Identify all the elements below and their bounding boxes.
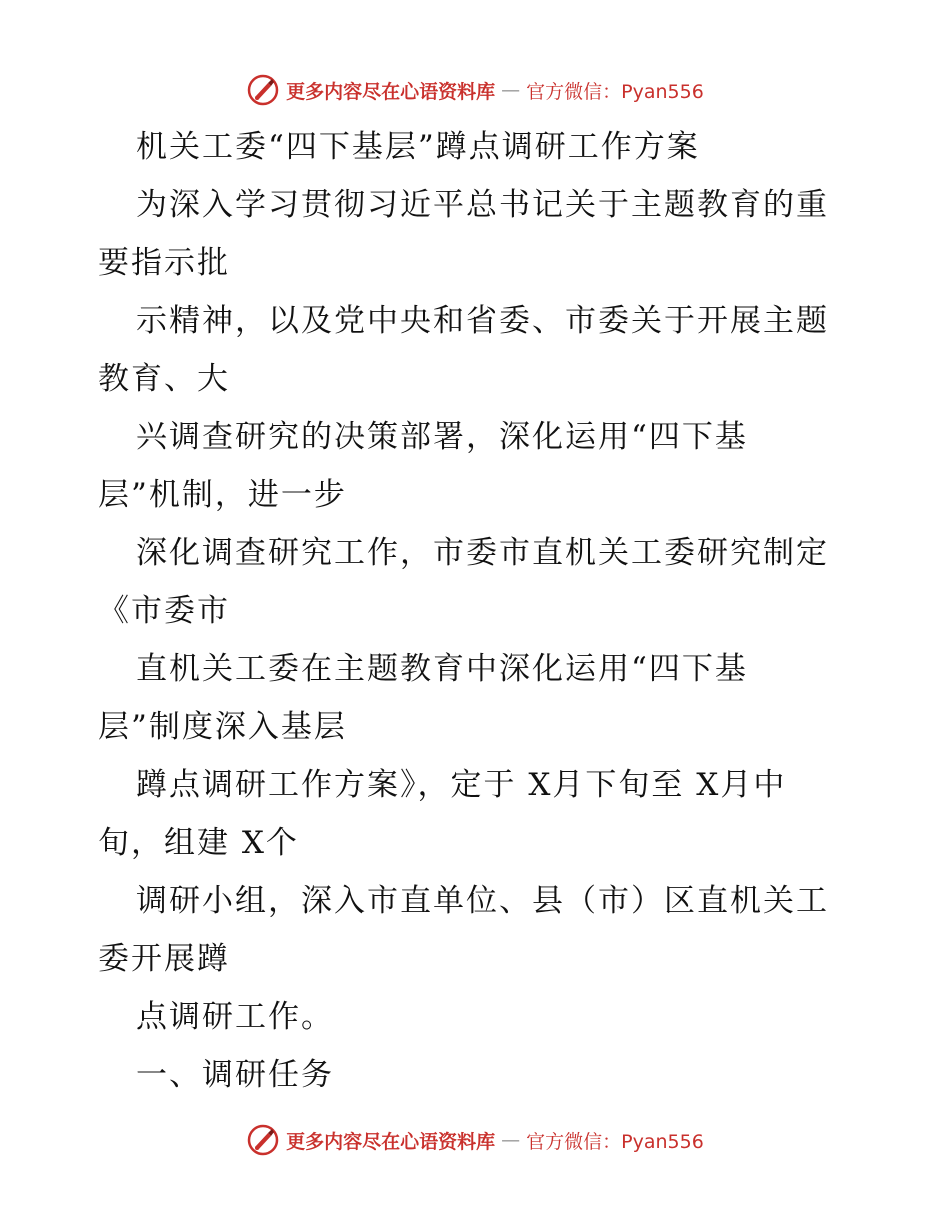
text-line: 示精神，以及党中央和省委、市委关于开展主题	[136, 303, 829, 339]
document-body	[98, 118, 858, 1104]
text-line: 《市委市	[98, 593, 230, 629]
pen-seal-icon	[246, 1123, 280, 1157]
text-line: 一、调研任务	[136, 1057, 334, 1093]
footer-watermark	[0, 1120, 950, 1160]
text-line: 为深入学习贯彻习近平总书记关于主题教育的重	[136, 187, 829, 223]
text-line: 教育、大	[98, 361, 230, 397]
document-title: 机关工委“四下基层”蹲点调研工作方案	[136, 129, 700, 165]
text-line: 层”机制，进一步	[98, 477, 347, 513]
text-line: 委开展蹲	[98, 941, 230, 977]
watermark-separator: —	[501, 1129, 521, 1151]
watermark-separator: —	[501, 79, 521, 101]
text-line: 兴调查研究的决策部署，深化运用“四下基	[136, 419, 748, 455]
watermark-text: 更多内容尽在心语资料库	[286, 80, 496, 103]
header-watermark	[0, 70, 950, 110]
watermark-account: 官方微信：Pyan556	[526, 1130, 704, 1153]
text-line: 层”制度深入基层	[98, 709, 347, 745]
text-line: 点调研工作。	[136, 999, 334, 1035]
pen-seal-icon	[246, 73, 280, 107]
text-line: 深化调查研究工作，市委市直机关工委研究制定	[136, 535, 829, 571]
text-line: 直机关工委在主题教育中深化运用“四下基	[136, 651, 748, 687]
text-line: 要指示批	[98, 245, 230, 281]
watermark-text: 更多内容尽在心语资料库	[286, 1130, 496, 1153]
watermark-account: 官方微信：Pyan556	[526, 80, 704, 103]
text-line: 旬，组建 X个	[98, 825, 299, 861]
text-line: 调研小组，深入市直单位、县（市）区直机关工	[136, 883, 829, 919]
text-line: 蹲点调研工作方案》，定于 X月下旬至 X月中	[136, 767, 787, 803]
